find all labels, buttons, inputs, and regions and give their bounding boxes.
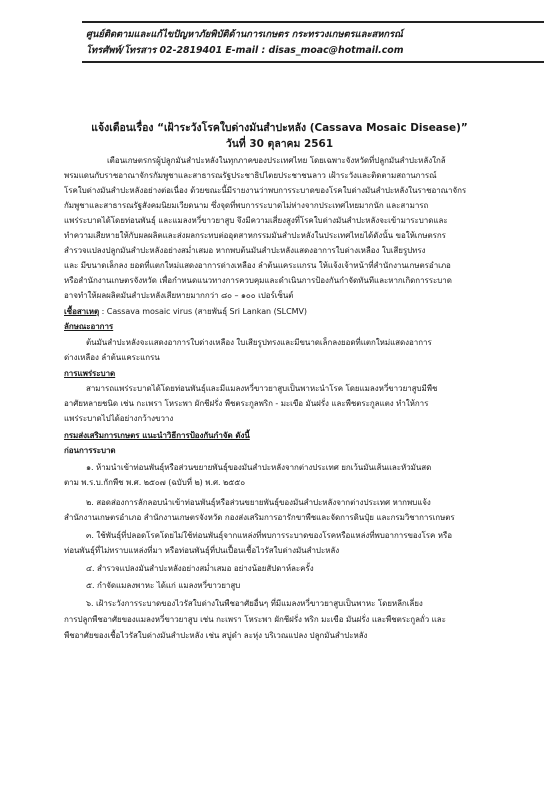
recommendation-item-line: ตาม พ.ร.บ.กักพืช พ.ศ. ๒๕๐๗ (ฉบับที่ ๒) พ.ศ. ๒๕๕๐ bbox=[64, 478, 246, 487]
intro-line: พรมแดนกับราชอาณาจักรกัมพูชาและสาธารณรัฐประชาธิปไตยประชาชนลาว เฝ้าระวังและติดตามสถานการณ์ bbox=[64, 171, 437, 180]
recommendation-item-line: ๔. สำรวจแปลงมันสำปะหลังอย่างสม่ำเสมอ อย่างน้อยสัปดาห์ละครั้ง bbox=[86, 564, 314, 573]
spread-heading: การแพร่ระบาด bbox=[64, 369, 116, 378]
spread-line: สามารถแพร่ระบาดได้โดยท่อนพันธุ์และมีแมลงหวี่ขาวยาสูบเป็นพาหะนำโรค โดยแมลงหวี่ขาวยาสูบมีพืช bbox=[86, 384, 438, 393]
header-bottom-rule bbox=[82, 61, 544, 63]
page-title: แจ้งเตือนเรื่อง “เฝ้าระวังโรคใบด่างมันสำปะหลัง (Cassava Mosaic Disease)” bbox=[91, 121, 468, 134]
notice-date: วันที่ 30 ตุลาคม 2561 bbox=[225, 137, 334, 150]
header-org: ศูนย์ติดตามและแก้ไขปัญหาภัยพิบัติด้านการเกษตร กระทรวงเกษตรและสหกรณ์ bbox=[86, 29, 403, 40]
recommendation-item-line: พืชอาศัยของเชื้อไวรัสใบด่างมันสำปะหลัง เช่น สบู่ดำ ละหุ่ง บริเวณแปลง ปลูกมันสำปะหลัง bbox=[64, 631, 368, 640]
intro-line: กัมพูชาและสาธารณรัฐสังคมนิยมเวียดนาม ซึ่งจุดที่พบการระบาดไม่ห่างจากประเทศไทยมากนัก และสามารถ bbox=[64, 201, 429, 210]
recommendation-item-line: สำนักงานเกษตรอำเภอ สำนักงานเกษตรจังหวัด กองส่งเสริมการอารักขาพืชและจัดการดินปุ๋ย และกรมวิชาการเกษตร bbox=[64, 513, 455, 522]
intro-line: โรคใบด่างมันสำปะหลังอย่างต่อเนื่อง ด้วยขณะนี้มีรายงานว่าพบการระบาดของโรคใบด่างมันสำปะหลังในราชอาณาจักร bbox=[64, 186, 467, 195]
recommendation-item-line: ๖. เฝ้าระวังการระบาดของไวรัสใบด่างในพืชอาศัยอื่นๆ ที่มีแมลงหวี่ขาวยาสูบเป็นพาหะ โดยหลีกเลี่ยง bbox=[86, 599, 423, 608]
recommendation-heading: กรมส่งเสริมการเกษตร แนะนำวิธีการป้องกันกำจัด ดังนี้ bbox=[64, 431, 250, 440]
symptoms-line: ต้นมันสำปะหลังจะแสดงอาการใบด่างเหลือง ใบเสียรูปทรงและมีขนาดเล็กลงยอดที่แตกใหม่แสดงอาการ bbox=[86, 338, 432, 347]
recommendation-item-line: การปลูกพืชอาศัยของแมลงหวี่ขาวยาสูบ เช่น กะเพรา โหระพา ผักชีฝรั่ง พริก มะเขือ มันฝรั่ง และพืชตระกูลถั่ว และ bbox=[64, 615, 446, 624]
intro-line: หรือสำนักงานเกษตรจังหวัด เพื่อกำหนดแนวทางการควบคุมและดำเนินการป้องกันกำจัดทันทีและหากเกิดการระบาด bbox=[64, 276, 452, 285]
cause-line bbox=[64, 306, 307, 317]
recommendation-item-line: ๑. ห้ามนำเข้าท่อนพันธุ์หรือส่วนขยายพันธุ์ของมันสำปะหลังจากต่างประเทศ ยกเว้นมันเส้นและหัวมันสด bbox=[86, 463, 432, 472]
intro-line: ทำความเสียหายให้กับผลผลิตและส่งผลกระทบต่ออุตสาหกรรมมันสำปะหลังในประเทศไทยได้ดังนั้น ขอให้เกษตรกร bbox=[64, 231, 446, 240]
recommendation-item-line: ๕. กำจัดแมลงพาหะ ได้แก่ แมลงหวี่ขาวยาสูบ bbox=[86, 581, 241, 590]
intro-line: สำรวจแปลงปลูกมันสำปะหลังอย่างสม่ำเสมอ หากพบต้นมันสำปะหลังแสดงอาการใบด่างเหลือง ใบเสียรูปทรง bbox=[64, 246, 426, 255]
intro-line: เตือนเกษตรกรผู้ปลูกมันสำปะหลังในทุกภาคของประเทศไทย โดยเฉพาะจังหวัดที่ปลูกมันสำปะหลังใกล้ bbox=[107, 156, 446, 165]
recommendation-subheading: ก่อนการระบาด bbox=[64, 446, 116, 455]
symptoms-heading: ลักษณะอาการ bbox=[64, 322, 114, 331]
cause-text: : Cassava mosaic virus (สายพันธุ์ Sri Lankan (SLCMV) bbox=[99, 307, 307, 316]
intro-line: และ มีขนาดเล็กลง ยอดที่แตกใหม่แสดงอาการด่างเหลือง ลำต้นแคระแกรน ให้แจ้งเจ้าหน้าที่สำนักงานเกษตรอำเภอ bbox=[64, 261, 451, 270]
recommendation-item-line: ๒. สอดส่องการลักลอบนำเข้าท่อนพันธุ์หรือส่วนขยายพันธุ์ของมันสำปะหลังจากต่างประเทศ หากพบแจ้ง bbox=[86, 498, 431, 507]
spread-line: อาศัยหลายชนิด เช่น กะเพรา โหระพา ผักชีฝรั่ง พืชตระกูลพริก - มะเขือ มันฝรั่ง และพืชตระกูลแตง ทำให้การ bbox=[64, 399, 429, 408]
cause-label: เชื้อสาเหตุ bbox=[64, 307, 100, 316]
intro-line: อาจทำให้ผลผลิตมันสำปะหลังเสียหายมากกว่า ๘๐ – ๑๐๐ เปอร์เซ็นต์ bbox=[64, 291, 294, 300]
symptoms-line: ด่างเหลือง ลำต้นแคระแกรน bbox=[64, 353, 160, 362]
spread-line: แพร่ระบาดไปได้อย่างกว้างขวาง bbox=[64, 414, 174, 423]
recommendation-item-line: ๓. ใช้พันธุ์ที่ปลอดโรคโดยไม่ใช้ท่อนพันธุ์จากแหล่งที่พบการระบาดของโรคหรือแหล่งที่พบอาการของโรค หรือ bbox=[86, 531, 453, 540]
header-top-rule bbox=[82, 21, 544, 23]
recommendation-item-line: ท่อนพันธุ์ที่ไม่ทราบแหล่งที่มา หรือท่อนพันธุ์ที่ปนเปื้อนเชื้อไวรัสใบด่างมันสำปะหลัง bbox=[64, 546, 340, 555]
intro-line: แพร่ระบาดได้โดยท่อนพันธุ์ และแมลงหวี่ขาวยาสูบ จึงมีความเสี่ยงสูงที่โรคใบด่างมันสำปะหลังจะเข้ามาระบาดและ bbox=[64, 216, 448, 225]
header-contact: โทรศัพท์/โทรสาร 02-2819401 E-mail : disas_moac@hotmail.com bbox=[86, 45, 404, 56]
